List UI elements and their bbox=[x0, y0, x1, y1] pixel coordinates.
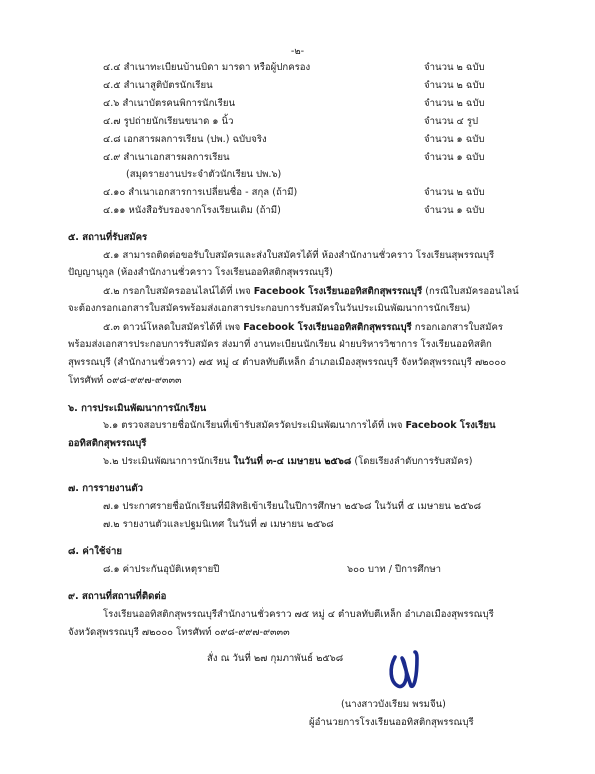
expense-amount: ๖๐๐ บาท / ปีการศึกษา bbox=[347, 564, 442, 575]
section-heading: ๗. การรายงานตัว bbox=[68, 483, 143, 494]
doc-item-amount: จำนวน ๒ ฉบับ bbox=[424, 187, 485, 198]
section-heading: ๙. สถานที่สถานที่ติดต่อ bbox=[68, 591, 167, 602]
section-heading: ๖. การประเมินพัฒนาการนักเรียน bbox=[68, 403, 207, 414]
doc-item-label: (สมุดรายงานประจำตัวนักเรียน ปพ.๖) bbox=[126, 169, 282, 180]
paragraph-line: ปัญญานุกูล (ห้องสำนักงานชั่วคราว โรงเรียนออทิสติกสุพรรณบุรี) bbox=[68, 267, 333, 278]
doc-item-amount: จำนวน ๒ ฉบับ bbox=[424, 62, 485, 73]
doc-item-label: ๔.๙ สำเนาเอกสารผลการเรียน bbox=[103, 152, 230, 163]
paragraph-line: ๗.๑ ประกาศรายชื่อนักเรียนที่มีสิทธิเข้าเรียนในปีการศึกษา ๒๕๖๘ ในวันที่ ๕ เมษายน ๒๕๖๘ bbox=[103, 501, 481, 512]
facebook-page-name: Facebook โรงเรียนออทิสติกสุพรรณบุรี bbox=[253, 286, 423, 297]
doc-item-amount: จำนวน ๑ ฉบับ bbox=[424, 134, 485, 145]
paragraph-line: ๗.๒ รายงานตัวและปฐมนิเทศ ในวันที่ ๗ เมษายน ๒๕๖๘ bbox=[103, 519, 334, 530]
paragraph-line: สุพรรณบุรี (สำนักงานชั่วคราว) ๗๕ หมู่ ๔ ตำบลทับตีเหล็ก อำเภอเมืองสุพรรณบุรี จังหวัดสุพรรณบุรี ๗๒๐๐๐ bbox=[68, 357, 507, 368]
signature-image bbox=[386, 648, 422, 694]
expense-item: ๘.๑ ค่าประกันอุบัติเหตุรายปี bbox=[103, 564, 220, 575]
doc-item-label: ๔.๑๐ สำเนาเอกสารการเปลี่ยนชื่อ - สกุล (ถ้ามี) bbox=[103, 187, 298, 198]
facebook-page-name: Facebook โรงเรียนออทิสติกสุพรรณบุรี bbox=[243, 322, 412, 333]
assessment-date: ในวันที่ ๓-๔ เมษายน ๒๕๖๘ bbox=[233, 456, 352, 467]
doc-item-label: ๔.๔ สำเนาทะเบียนบ้านบิดา มารดา หรือผู้ปกครอง bbox=[103, 62, 311, 73]
section-heading: ๘. ค่าใช้จ่าย bbox=[68, 546, 123, 557]
doc-item-amount: จำนวน ๒ ฉบับ bbox=[424, 80, 485, 91]
doc-item-label: ๔.๗ รูปถ่ายนักเรียนขนาด ๑ นิ้ว bbox=[103, 116, 234, 127]
contact-address: โรงเรียนออทิสติกสุพรรณบุรีสำนักงานชั่วคราว ๗๕ หมู่ ๔ ตำบลทับตีเหล็ก อำเภอเมืองสุพรรณบุรี bbox=[103, 609, 494, 620]
doc-item-label: ๔.๑๑ หนังสือรับรองจากโรงเรียนเดิม (ถ้ามี) bbox=[103, 205, 281, 216]
doc-item-label: ๔.๘ เอกสารผลการเรียน (ปพ.) ฉบับจริง bbox=[103, 134, 267, 145]
paragraph-line: ๖.๑ ตรวจสอบรายชื่อนักเรียนที่เข้ารับสมัครวัดประเมินพัฒนาการได้ที่ เพจ Facebook โรงเรียน bbox=[103, 420, 496, 431]
doc-item-amount: จำนวน ๑ ฉบับ bbox=[424, 152, 485, 163]
paragraph-line: ออทิสติกสุพรรณบุรี bbox=[68, 438, 147, 449]
paragraph-line: จะต้องกรอกเอกสารใบสมัครพร้อมส่งเอกสารประกอบการรับสมัครในวันประเมินพัฒนาการนักเรียน) bbox=[68, 303, 471, 314]
doc-item-amount: จำนวน ๒ ฉบับ bbox=[424, 98, 485, 109]
signer-name: (นางสาวบังเรียม พรมจีน) bbox=[341, 699, 446, 710]
page-number: -๒- bbox=[290, 46, 305, 57]
phone-number: โทรศัพท์ ๐๙๘-๙๙๗-๙๓๓๓ bbox=[68, 375, 182, 386]
paragraph-line: ๖.๒ ประเมินพัฒนาการนักเรียน ในวันที่ ๓-๔ เมษายน ๒๕๖๘ (โดยเรียงลำดับการรับสมัคร) bbox=[103, 456, 473, 467]
signer-title: ผู้อำนวยการโรงเรียนออทิสติกสุพรรณบุรี bbox=[309, 717, 474, 728]
doc-item-amount: จำนวน ๔ รูป bbox=[424, 116, 479, 127]
doc-item-label: ๔.๕ สำเนาสูติบัตรนักเรียน bbox=[103, 80, 213, 91]
closing-date: สั่ง ณ วันที่ ๒๗ กุมภาพันธ์ ๒๕๖๘ bbox=[207, 653, 344, 664]
contact-address: จังหวัดสุพรรณบุรี ๗๒๐๐๐ โทรศัพท์ ๐๙๘-๙๙๗-๙๓๓๓ bbox=[68, 627, 290, 638]
doc-item-amount: จำนวน ๑ ฉบับ bbox=[424, 205, 485, 216]
doc-item-label: ๔.๖ สำเนาบัตรคนพิการนักเรียน bbox=[103, 98, 236, 109]
paragraph-line: ๕.๓ ดาวน์โหลดใบสมัครได้ที่ เพจ Facebook โรงเรียนออทิสติกสุพรรณบุรี กรอกเอกสารใบสมัคร bbox=[103, 322, 504, 333]
section-heading: ๕. สถานที่รับสมัคร bbox=[68, 232, 148, 243]
facebook-page-name: Facebook โรงเรียน bbox=[405, 420, 496, 431]
paragraph-line: พร้อมส่งเอกสารประกอบการรับสมัคร ส่งมาที่ งานทะเบียนนักเรียน ฝ่ายบริหารวิชาการ โรงเรียนออทิสติก bbox=[68, 339, 492, 350]
paragraph-line: ๕.๑ สามารถติดต่อขอรับใบสมัครและส่งใบสมัครได้ที่ ห้องสำนักงานชั่วคราว โรงเรียนสุพรรณบุรี bbox=[103, 250, 495, 261]
paragraph-line: ๕.๒ กรอกใบสมัครออนไลน์ได้ที่ เพจ Facebook โรงเรียนออทิสติกสุพรรณบุรี (กรณีใบสมัครออนไลน์ bbox=[103, 286, 519, 297]
